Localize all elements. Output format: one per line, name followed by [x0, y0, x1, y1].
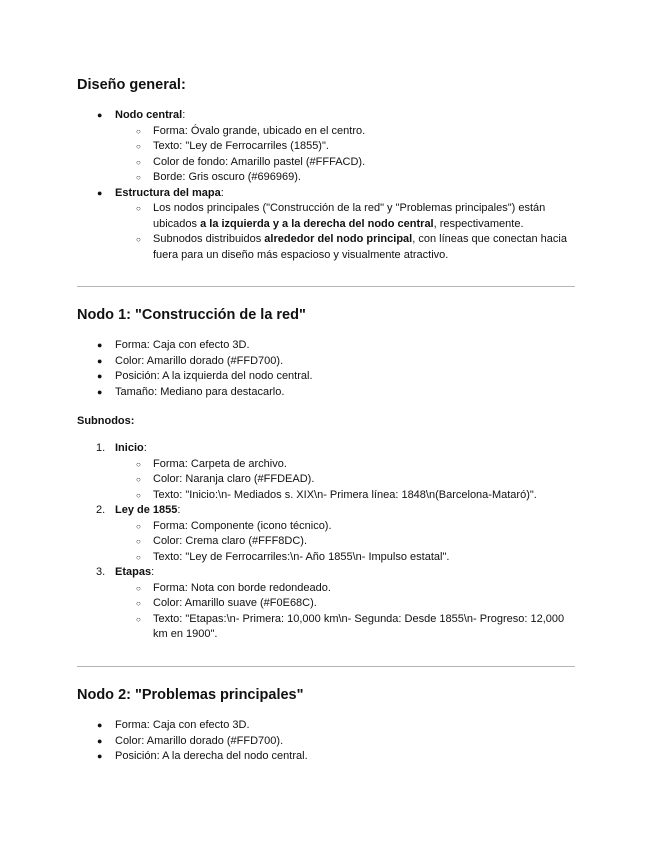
list-item-text: Texto: "Etapas:\n- Primera: 10,000 km\n- Segunda: Desde 1855\n- Progreso: 12,000 km en 1900".	[153, 612, 565, 640]
label-etapas: Etapas	[115, 566, 152, 578]
label-estructura: Estructura del mapa	[115, 186, 221, 199]
list-item	[77, 457, 577, 473]
list-nodo-1	[77, 338, 577, 400]
list-item	[77, 354, 577, 370]
list-item-estructura: ● Estructura del mapa:	[77, 186, 577, 202]
list-item	[77, 201, 577, 232]
list-item-text: Color: Amarillo suave (#F0E68C).	[153, 597, 317, 609]
list-item	[77, 581, 577, 597]
list-item-text: Borde: Gris oscuro (#696969).	[153, 171, 301, 183]
bullet-icon: ●	[97, 355, 103, 366]
heading-diseno-general: Diseño general:	[77, 77, 186, 93]
bullet-icon: ●	[97, 720, 103, 730]
list-item-text: Forma: Carpeta de archivo.	[153, 457, 287, 470]
list-item-text: Subnodos distribuidos	[153, 233, 265, 245]
list-item-text: Color: Amarillo dorado (#FFD700).	[115, 734, 284, 747]
list-item	[77, 170, 577, 186]
heading-subnodos: Subnodos:	[77, 415, 135, 427]
list-item	[77, 612, 577, 643]
list-item-text: Color: Amarillo dorado (#FFD700).	[115, 354, 284, 367]
list-item-text: , con líneas que conectan hacia fuera para un diseño más espacioso y visualmente atractivo.	[153, 233, 567, 261]
list-item	[77, 155, 577, 171]
label-ley-1855: Ley de 1855	[115, 504, 178, 516]
list-item	[77, 124, 577, 140]
circle-bullet-icon: ○	[136, 537, 141, 546]
list-item	[77, 718, 577, 734]
list-item	[77, 534, 577, 550]
bullet-icon: ●	[97, 751, 103, 761]
circle-bullet-icon: ○	[136, 552, 141, 562]
label-nodo-central: Nodo central	[115, 109, 183, 121]
label-inicio: Inicio	[115, 442, 144, 454]
circle-bullet-icon: ○	[136, 126, 141, 136]
circle-bullet-icon: ○	[136, 204, 141, 213]
list-item-text: Texto: "Ley de Ferrocarriles (1855)".	[153, 140, 329, 152]
list-item	[77, 734, 577, 750]
list-item	[77, 519, 577, 535]
list-item-nodo-central: ● Nodo central:	[77, 108, 577, 124]
list-item-text: Texto: "Ley de Ferrocarriles:\n- Año 1855\n- Impulso estatal".	[153, 550, 450, 563]
list-item-text: Forma: Óvalo grande, ubicado en el centro.	[153, 124, 366, 137]
bullet-icon: ●	[97, 371, 103, 381]
circle-bullet-icon: ○	[136, 490, 141, 500]
circle-bullet-icon: ○	[136, 599, 141, 608]
list-item-text: Forma: Componente (icono técnico).	[153, 519, 332, 532]
list-nodo-2	[77, 718, 577, 765]
bullet-icon: ●	[97, 187, 103, 198]
list-number: 2.	[96, 504, 106, 516]
list-item-ley-1855: 2. Ley de 1855:	[77, 503, 577, 519]
list-item-inicio: 1. Inicio:	[77, 441, 577, 457]
list-item-emphasis: a la izquierda y a la derecha del nodo central	[200, 217, 434, 230]
list-item-text: Los nodos principales ("Construcción de la red" y "Problemas principales") están ubicados	[153, 202, 546, 230]
list-item	[77, 139, 577, 155]
list-number: 3.	[96, 566, 106, 578]
list-item-text: Texto: "Inicio:\n- Mediados s. XIX\n- Primera línea: 1848\n(Barcelona-Mataró)".	[153, 488, 537, 501]
list-item	[77, 472, 577, 488]
list-item	[77, 232, 577, 263]
circle-bullet-icon: ○	[136, 157, 141, 167]
list-item-text: Forma: Nota con borde redondeado.	[153, 581, 331, 594]
bullet-icon: ●	[97, 735, 103, 746]
list-item-text: Forma: Caja con efecto 3D.	[115, 339, 250, 351]
circle-bullet-icon: ○	[136, 142, 141, 151]
heading-nodo-2: Nodo 2: "Problemas principales"	[77, 687, 304, 703]
list-item	[77, 596, 577, 612]
list-item	[77, 369, 577, 385]
circle-bullet-icon: ○	[136, 235, 141, 244]
list-item-etapas: 3. Etapas:	[77, 565, 577, 581]
circle-bullet-icon: ○	[136, 459, 141, 469]
circle-bullet-icon: ○	[136, 173, 141, 182]
list-item-text: Tamaño: Mediano para destacarlo.	[115, 385, 285, 398]
bullet-icon: ●	[97, 386, 103, 397]
circle-bullet-icon: ○	[136, 614, 141, 624]
circle-bullet-icon: ○	[136, 475, 141, 484]
list-item	[77, 338, 577, 354]
list-item-text: Posición: A la derecha del nodo central.	[115, 750, 308, 762]
bullet-icon: ●	[97, 340, 103, 350]
list-item-text: Posición: A la izquierda del nodo central.	[115, 370, 313, 382]
circle-bullet-icon: ○	[136, 521, 141, 531]
list-item-text: Color de fondo: Amarillo pastel (#FFFACD).	[153, 155, 366, 168]
divider	[77, 286, 575, 287]
list-item-text: Color: Naranja claro (#FFDEAD).	[153, 473, 315, 485]
list-subnodos	[77, 441, 577, 643]
bullet-icon: ●	[97, 110, 103, 120]
list-number: 1.	[96, 442, 106, 454]
heading-nodo-1: Nodo 1: "Construcción de la red"	[77, 307, 306, 323]
list-item-text: Color: Crema claro (#FFF8DC).	[153, 535, 308, 547]
list-item-text: , respectivamente.	[433, 217, 524, 230]
circle-bullet-icon: ○	[136, 583, 141, 593]
list-item-text: Forma: Caja con efecto 3D.	[115, 719, 250, 731]
list-item	[77, 385, 577, 401]
list-item	[77, 488, 577, 504]
divider	[77, 666, 575, 667]
list-item-emphasis: alrededor del nodo principal	[264, 233, 413, 245]
list-diseno-general	[77, 108, 577, 263]
list-item	[77, 550, 577, 566]
list-item	[77, 749, 577, 765]
